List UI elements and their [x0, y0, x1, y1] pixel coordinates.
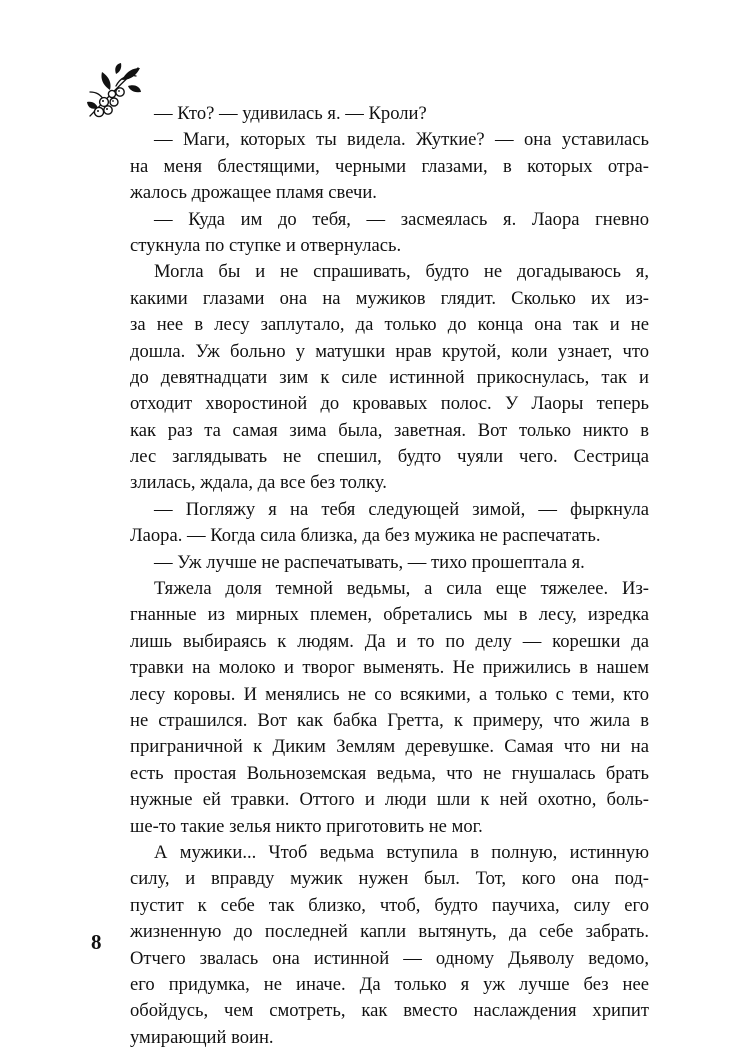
- text-line: Могла бы и не спрашивать, будто не догадываюсь я,: [154, 261, 649, 283]
- text-line: — Уж лучше не распечатывать, — тихо прошептала я.: [154, 551, 585, 573]
- text-line: умирающий воин.: [130, 1026, 274, 1048]
- text-line: приграничной к Диким Землям деревушке. Самая что ни на: [130, 736, 649, 758]
- text-line: дошла. Уж больно у матушки нрав крутой, коли узнает, что: [130, 340, 649, 362]
- paragraph: [130, 207, 649, 260]
- paragraph: [130, 497, 649, 550]
- text-line: нужные ей травки. Оттого и люди шли к ней охотно, боль-: [130, 789, 649, 811]
- text-line: не страшился. Вот как бабка Гретта, к примеру, что жила в: [130, 709, 649, 731]
- text-line: лишь выбираясь к людям. Да и то по делу — корешки да: [130, 630, 649, 652]
- text-line: силу, и вправду мужик нужен был. Тот, кого она под-: [130, 868, 649, 890]
- text-line: стукнула по ступке и отвернулась.: [130, 234, 402, 256]
- text-line: — Погляжу я на тебя следующей зимой, — фыркнула: [154, 498, 649, 520]
- text-line: жалось дрожащее пламя свечи.: [130, 182, 377, 204]
- text-line: до девятнадцати зим к силе истинной прикоснулась, так и: [130, 366, 649, 388]
- text-line: злилась, ждала, да все без толку.: [130, 472, 387, 494]
- text-line: гнанные из мирных племен, обретались мы в лесу, изредка: [130, 604, 649, 626]
- text-line: как раз та самая зима была, заветная. Вот только никто в: [130, 419, 649, 441]
- text-line: отходит хворостиной до кровавых полос. У Лаоры теперь: [130, 393, 649, 415]
- text-line: есть простая Вольноземская ведьма, что не гнушалась брать: [130, 762, 649, 784]
- text-line: его придумка, не иначе. Да только я уж лучше без нее: [130, 973, 649, 995]
- text-line: ше-то такие зелья никто приготовить не мог.: [130, 815, 483, 837]
- text-line: какими глазами она на мужиков глядит. Сколько их из-: [130, 287, 649, 309]
- text-line: Тяжела доля темной ведьмы, а сила еще тяжелее. Из-: [154, 578, 649, 600]
- paragraph: [130, 127, 649, 206]
- paragraph: [130, 259, 649, 497]
- text-line: за нее в лесу заплутало, да только до конца она так и не: [130, 314, 649, 336]
- text-line: Отчего звалась она истинной — одному Дьяволу ведомо,: [130, 947, 649, 969]
- text-line: травки на молоко и творог выменять. Не прижились в нашем: [130, 657, 649, 679]
- text-line: — Куда им до тебя, — засмеялась я. Лаора гневно: [154, 208, 649, 230]
- paragraph: [130, 101, 649, 127]
- paragraph: [130, 550, 649, 576]
- paragraph: [130, 840, 649, 1051]
- text-line: лесу коровы. И менялись не со всякими, а только с теми, кто: [130, 683, 649, 705]
- text-line: А мужики... Чтоб ведьма вступила в полную, истинную: [154, 841, 649, 863]
- body-text: [130, 101, 649, 1051]
- text-line: — Кто? — удивилась я. — Кроли?: [154, 103, 427, 124]
- text-line: Лаора. — Когда сила близка, да без мужика не распечатать.: [130, 525, 601, 547]
- text-line: на меня блестящими, черными глазами, в которых отра-: [130, 155, 649, 177]
- text-line: жизненную до последней капли вытянуть, да себе забрать.: [130, 921, 649, 943]
- text-line: лес заглядывать не спешил, будто чуяли чего. Сестрица: [130, 446, 649, 468]
- page-number: 8: [91, 930, 102, 954]
- text-line: обойдусь, чем смотреть, как вместо наслаждения хрипит: [130, 1000, 649, 1022]
- text-line: пустит к себе так близко, чтоб, будто паучиха, силу его: [130, 894, 649, 916]
- text-line: — Маги, которых ты видела. Жуткие? — она уставилась: [154, 129, 649, 151]
- paragraph: [130, 576, 649, 840]
